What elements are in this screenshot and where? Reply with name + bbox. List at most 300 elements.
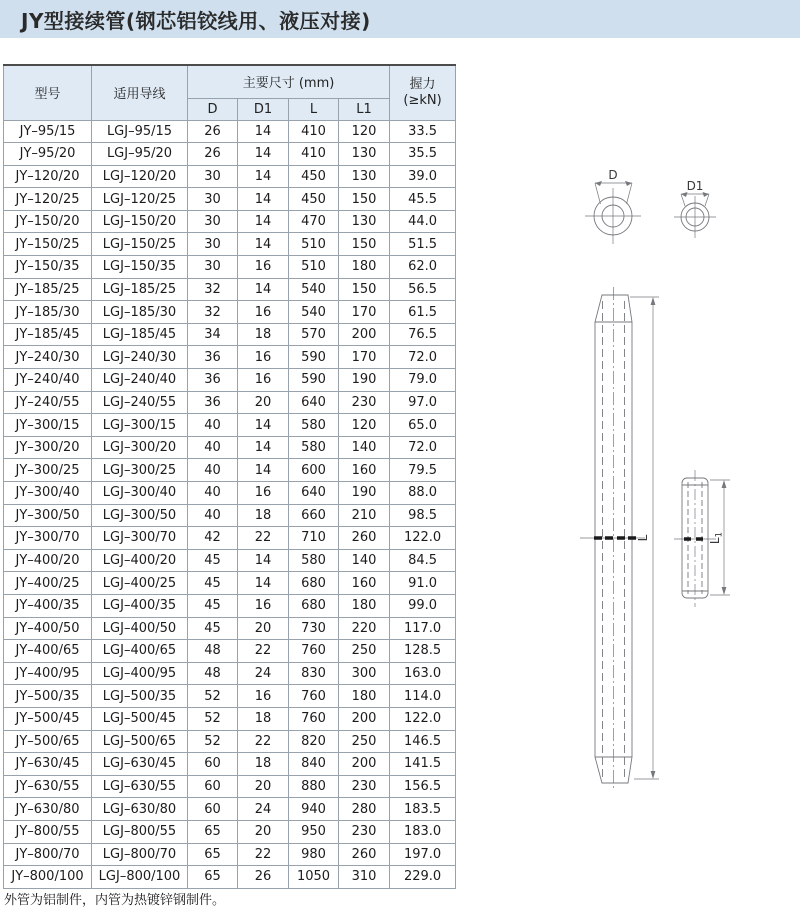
table-cell: 590	[289, 369, 339, 392]
table-cell: JY–500/45	[4, 707, 92, 730]
table-cell: 22	[238, 730, 289, 753]
table-cell: 410	[289, 120, 339, 143]
table-cell: 91.0	[390, 572, 456, 595]
table-cell: 710	[289, 527, 339, 550]
table-row	[4, 143, 456, 166]
table-cell: 14	[238, 436, 289, 459]
table-cell: 140	[339, 436, 390, 459]
table-cell: 24	[238, 662, 289, 685]
table-cell: 40	[188, 436, 238, 459]
column-header-l: L	[289, 98, 339, 120]
table-row	[4, 391, 456, 414]
table-cell: 30	[188, 188, 238, 211]
column-header-conductor: 适用导线	[92, 65, 188, 120]
table-cell: 760	[289, 685, 339, 708]
table-row	[4, 843, 456, 866]
table-row	[4, 120, 456, 143]
table-cell: LGJ–500/45	[92, 707, 188, 730]
table-row	[4, 707, 456, 730]
table-cell: 14	[238, 459, 289, 482]
table-cell: LGJ–400/95	[92, 662, 188, 685]
table-cell: 18	[238, 323, 289, 346]
table-cell: LGJ–185/25	[92, 278, 188, 301]
table-cell: 14	[238, 549, 289, 572]
table-row	[4, 730, 456, 753]
table-cell: JY–400/35	[4, 594, 92, 617]
table-cell: LGJ–185/45	[92, 323, 188, 346]
table-cell: JY–630/55	[4, 775, 92, 798]
table-cell: LGJ–630/45	[92, 753, 188, 776]
table-cell: JY–630/80	[4, 798, 92, 821]
table-cell: 250	[339, 640, 390, 663]
table-row	[4, 436, 456, 459]
table-cell: 60	[188, 753, 238, 776]
table-row	[4, 188, 456, 211]
table-cell: 260	[339, 527, 390, 550]
table-cell: 880	[289, 775, 339, 798]
table-row	[4, 210, 456, 233]
table-cell: JY–400/20	[4, 549, 92, 572]
table-row	[4, 256, 456, 279]
table-cell: LGJ–800/70	[92, 843, 188, 866]
table-cell: 20	[238, 391, 289, 414]
table-cell: 65	[188, 866, 238, 889]
table-cell: 1050	[289, 866, 339, 889]
table-cell: 16	[238, 594, 289, 617]
table-cell: 22	[238, 843, 289, 866]
table-cell: 229.0	[390, 866, 456, 889]
table-cell: JY–240/40	[4, 369, 92, 392]
table-cell: LGJ–400/65	[92, 640, 188, 663]
table-cell: LGJ–240/30	[92, 346, 188, 369]
table-cell: 14	[238, 210, 289, 233]
table-cell: 120	[339, 120, 390, 143]
table-cell: 51.5	[390, 233, 456, 256]
table-cell: 200	[339, 323, 390, 346]
table-cell: 98.5	[390, 504, 456, 527]
table-cell: 183.0	[390, 820, 456, 843]
table-cell: 16	[238, 482, 289, 505]
table-cell: 61.5	[390, 301, 456, 324]
table-row	[4, 753, 456, 776]
crosshair-d1	[674, 196, 716, 238]
column-header-dimensions: 主要尺寸 (mm)	[188, 65, 390, 98]
table-cell: 40	[188, 482, 238, 505]
table-cell: JY–400/50	[4, 617, 92, 640]
table-cell: 45	[188, 617, 238, 640]
table-cell: JY–240/55	[4, 391, 92, 414]
table-cell: LGJ–400/20	[92, 549, 188, 572]
arrowhead	[722, 587, 727, 595]
dim-label-d1: D1	[686, 179, 704, 193]
table-cell: 510	[289, 233, 339, 256]
table-cell: 30	[188, 256, 238, 279]
table-cell: JY–95/15	[4, 120, 92, 143]
column-header-l1: L1	[339, 98, 390, 120]
table-cell: 36	[188, 391, 238, 414]
spec-table-body	[4, 120, 456, 888]
table-cell: 16	[238, 685, 289, 708]
table-row	[4, 414, 456, 437]
table-cell: 200	[339, 753, 390, 776]
table-cell: LGJ–95/20	[92, 143, 188, 166]
table-cell: 150	[339, 233, 390, 256]
table-cell: 52	[188, 707, 238, 730]
table-row	[4, 549, 456, 572]
table-cell: 72.0	[390, 436, 456, 459]
table-cell: LGJ–300/15	[92, 414, 188, 437]
table-cell: 540	[289, 301, 339, 324]
table-cell: 40	[188, 414, 238, 437]
table-cell: 120	[339, 414, 390, 437]
table-cell: LGJ–120/25	[92, 188, 188, 211]
footnote-text: 外管为铝制件，内管为热镀锌钢制件。	[4, 893, 226, 908]
table-cell: 140	[339, 549, 390, 572]
short-tube-drawing	[674, 470, 730, 607]
table-cell: 72.0	[390, 346, 456, 369]
table-cell: JY–150/25	[4, 233, 92, 256]
table-cell: 220	[339, 617, 390, 640]
table-cell: JY–120/20	[4, 165, 92, 188]
table-cell: LGJ–150/35	[92, 256, 188, 279]
table-row	[4, 640, 456, 663]
table-cell: 250	[339, 730, 390, 753]
table-cell: 141.5	[390, 753, 456, 776]
table-cell: 20	[238, 775, 289, 798]
table-cell: 14	[238, 572, 289, 595]
arrowhead	[651, 771, 656, 779]
table-cell: JY–185/45	[4, 323, 92, 346]
arrowhead	[625, 181, 632, 186]
table-cell: JY–400/65	[4, 640, 92, 663]
table-cell: 45	[188, 594, 238, 617]
table-cell: 190	[339, 482, 390, 505]
table-cell: 48	[188, 662, 238, 685]
table-cell: 183.5	[390, 798, 456, 821]
table-cell: 660	[289, 504, 339, 527]
table-cell: JY–240/30	[4, 346, 92, 369]
table-row	[4, 572, 456, 595]
table-cell: 14	[238, 120, 289, 143]
table-cell: 156.5	[390, 775, 456, 798]
dim-label-d: D	[608, 168, 618, 182]
table-cell: 26	[238, 866, 289, 889]
spec-table-header	[4, 65, 456, 120]
table-cell: 117.0	[390, 617, 456, 640]
table-cell: 16	[238, 256, 289, 279]
table-cell: LGJ–630/55	[92, 775, 188, 798]
table-row	[4, 301, 456, 324]
table-cell: 170	[339, 301, 390, 324]
table-cell: 65	[188, 820, 238, 843]
table-cell: 830	[289, 662, 339, 685]
table-cell: 84.5	[390, 549, 456, 572]
table-cell: 114.0	[390, 685, 456, 708]
table-cell: 170	[339, 346, 390, 369]
table-cell: 122.0	[390, 527, 456, 550]
table-cell: JY–500/35	[4, 685, 92, 708]
cross-section-d1	[674, 179, 716, 238]
table-cell: LGJ–300/70	[92, 527, 188, 550]
table-cell: LGJ–500/65	[92, 730, 188, 753]
table-cell: LGJ–300/25	[92, 459, 188, 482]
spec-table	[3, 64, 456, 889]
table-row	[4, 504, 456, 527]
table-cell: 79.0	[390, 369, 456, 392]
crosshair-d	[585, 188, 641, 244]
table-cell: JY–400/95	[4, 662, 92, 685]
table-cell: 950	[289, 820, 339, 843]
table-cell: LGJ–400/25	[92, 572, 188, 595]
table-row	[4, 866, 456, 889]
grip-label-line1: 握力	[409, 76, 436, 92]
table-cell: LGJ–240/40	[92, 369, 188, 392]
column-header-model: 型号	[4, 65, 92, 120]
table-cell: 14	[238, 414, 289, 437]
table-cell: 45	[188, 572, 238, 595]
table-cell: 980	[289, 843, 339, 866]
table-cell: 45	[188, 549, 238, 572]
table-cell: 39.0	[390, 165, 456, 188]
table-cell: 65.0	[390, 414, 456, 437]
arrowhead	[595, 181, 602, 186]
column-header-d1: D1	[238, 98, 289, 120]
table-cell: 840	[289, 753, 339, 776]
table-cell: 45.5	[390, 188, 456, 211]
table-cell: 230	[339, 820, 390, 843]
table-cell: 42	[188, 527, 238, 550]
table-row	[4, 346, 456, 369]
table-cell: LGJ–500/35	[92, 685, 188, 708]
table-cell: 160	[339, 459, 390, 482]
table-cell: 40	[188, 459, 238, 482]
table-cell: 640	[289, 482, 339, 505]
table-cell: 22	[238, 527, 289, 550]
table-cell: 470	[289, 210, 339, 233]
table-cell: LGJ–185/30	[92, 301, 188, 324]
table-cell: LGJ–95/15	[92, 120, 188, 143]
table-cell: 36	[188, 369, 238, 392]
table-cell: 30	[188, 210, 238, 233]
table-cell: 32	[188, 278, 238, 301]
technical-drawing	[560, 160, 800, 820]
dim-label-l: L	[636, 534, 650, 542]
table-cell: 34	[188, 323, 238, 346]
column-header-grip	[390, 65, 456, 120]
table-cell: LGJ–300/40	[92, 482, 188, 505]
table-cell: 26	[188, 143, 238, 166]
table-cell: 130	[339, 210, 390, 233]
table-cell: LGJ–150/20	[92, 210, 188, 233]
table-cell: 146.5	[390, 730, 456, 753]
table-cell: 122.0	[390, 707, 456, 730]
table-cell: 18	[238, 707, 289, 730]
table-row	[4, 165, 456, 188]
table-cell: 230	[339, 775, 390, 798]
table-cell: LGJ–800/55	[92, 820, 188, 843]
table-cell: 79.5	[390, 459, 456, 482]
table-cell: 14	[238, 188, 289, 211]
table-cell: 48	[188, 640, 238, 663]
table-cell: 680	[289, 572, 339, 595]
cross-section-d	[585, 168, 641, 244]
table-cell: 30	[188, 165, 238, 188]
table-cell: 510	[289, 256, 339, 279]
table-row	[4, 527, 456, 550]
table-cell: 410	[289, 143, 339, 166]
table-cell: 16	[238, 369, 289, 392]
table-cell: 580	[289, 414, 339, 437]
table-cell: 60	[188, 798, 238, 821]
table-cell: 88.0	[390, 482, 456, 505]
table-cell: JY–800/70	[4, 843, 92, 866]
table-cell: 52	[188, 685, 238, 708]
table-cell: 730	[289, 617, 339, 640]
table-cell: LGJ–300/50	[92, 504, 188, 527]
column-header-d: D	[188, 98, 238, 120]
table-row	[4, 662, 456, 685]
table-cell: 16	[238, 346, 289, 369]
table-cell: 940	[289, 798, 339, 821]
arrowhead	[651, 297, 656, 305]
dim-label-l1: $L_1$	[708, 531, 725, 545]
table-cell: LGJ–800/100	[92, 866, 188, 889]
table-row	[4, 775, 456, 798]
table-cell: 14	[238, 165, 289, 188]
table-cell: 280	[339, 798, 390, 821]
table-cell: 200	[339, 707, 390, 730]
table-row	[4, 594, 456, 617]
table-cell: 450	[289, 188, 339, 211]
table-cell: JY–300/40	[4, 482, 92, 505]
table-cell: 210	[339, 504, 390, 527]
table-cell: 33.5	[390, 120, 456, 143]
table-cell: 14	[238, 233, 289, 256]
table-cell: LGJ–120/20	[92, 165, 188, 188]
table-row	[4, 369, 456, 392]
table-cell: 36	[188, 346, 238, 369]
table-cell: JY–300/70	[4, 527, 92, 550]
table-cell: 62.0	[390, 256, 456, 279]
table-cell: 150	[339, 278, 390, 301]
table-cell: 580	[289, 549, 339, 572]
table-cell: JY–120/25	[4, 188, 92, 211]
table-cell: JY–400/25	[4, 572, 92, 595]
table-cell: 14	[238, 278, 289, 301]
table-cell: 160	[339, 572, 390, 595]
table-row	[4, 820, 456, 843]
table-cell: JY–800/100	[4, 866, 92, 889]
table-cell: JY–95/20	[4, 143, 92, 166]
table-cell: 600	[289, 459, 339, 482]
table-cell: JY–800/55	[4, 820, 92, 843]
table-cell: 680	[289, 594, 339, 617]
page-title: JY型接续管(钢芯铝铰线用、液压对接)	[21, 8, 371, 33]
table-cell: 97.0	[390, 391, 456, 414]
table-cell: 130	[339, 165, 390, 188]
table-cell: 18	[238, 504, 289, 527]
table-cell: JY–500/65	[4, 730, 92, 753]
table-cell: 56.5	[390, 278, 456, 301]
table-cell: 52	[188, 730, 238, 753]
table-cell: 60	[188, 775, 238, 798]
table-cell: LGJ–630/80	[92, 798, 188, 821]
table-cell: 180	[339, 594, 390, 617]
table-cell: 22	[238, 640, 289, 663]
table-cell: JY–185/25	[4, 278, 92, 301]
table-cell: 180	[339, 256, 390, 279]
table-cell: JY–630/45	[4, 753, 92, 776]
table-cell: JY–300/15	[4, 414, 92, 437]
table-cell: 163.0	[390, 662, 456, 685]
table-cell: 450	[289, 165, 339, 188]
table-cell: LGJ–400/50	[92, 617, 188, 640]
table-cell: 230	[339, 391, 390, 414]
table-cell: JY–150/35	[4, 256, 92, 279]
table-cell: 130	[339, 143, 390, 166]
table-cell: LGJ–400/35	[92, 594, 188, 617]
table-cell: 760	[289, 707, 339, 730]
table-cell: 197.0	[390, 843, 456, 866]
table-row	[4, 459, 456, 482]
table-cell: LGJ–240/55	[92, 391, 188, 414]
table-row	[4, 617, 456, 640]
table-cell: 76.5	[390, 323, 456, 346]
table-cell: 760	[289, 640, 339, 663]
table-cell: 820	[289, 730, 339, 753]
table-cell: 150	[339, 188, 390, 211]
table-cell: JY–150/20	[4, 210, 92, 233]
table-cell: 128.5	[390, 640, 456, 663]
table-cell: 540	[289, 278, 339, 301]
arrowhead	[722, 480, 727, 488]
table-cell: 32	[188, 301, 238, 324]
title-bar	[0, 0, 800, 38]
table-cell: 40	[188, 504, 238, 527]
table-cell: 30	[188, 233, 238, 256]
table-row	[4, 323, 456, 346]
table-cell: 300	[339, 662, 390, 685]
table-cell: JY–185/30	[4, 301, 92, 324]
table-cell: 570	[289, 323, 339, 346]
grip-label-line2: (≥kN)	[403, 92, 442, 108]
table-cell: 16	[238, 301, 289, 324]
table-row	[4, 798, 456, 821]
table-cell: 580	[289, 436, 339, 459]
table-cell: 26	[188, 120, 238, 143]
table-cell: LGJ–300/20	[92, 436, 188, 459]
table-cell: JY–300/25	[4, 459, 92, 482]
table-cell: 99.0	[390, 594, 456, 617]
long-tube-drawing	[580, 287, 659, 791]
table-cell: 20	[238, 820, 289, 843]
table-cell: 65	[188, 843, 238, 866]
table-row	[4, 685, 456, 708]
table-cell: LGJ–150/25	[92, 233, 188, 256]
table-cell: JY–300/50	[4, 504, 92, 527]
table-row	[4, 278, 456, 301]
table-cell: 190	[339, 369, 390, 392]
table-cell: 180	[339, 685, 390, 708]
table-cell: 590	[289, 346, 339, 369]
table-row	[4, 482, 456, 505]
table-cell: JY–300/20	[4, 436, 92, 459]
table-cell: 44.0	[390, 210, 456, 233]
table-row	[4, 233, 456, 256]
table-cell: 24	[238, 798, 289, 821]
table-cell: 20	[238, 617, 289, 640]
table-cell: 18	[238, 753, 289, 776]
